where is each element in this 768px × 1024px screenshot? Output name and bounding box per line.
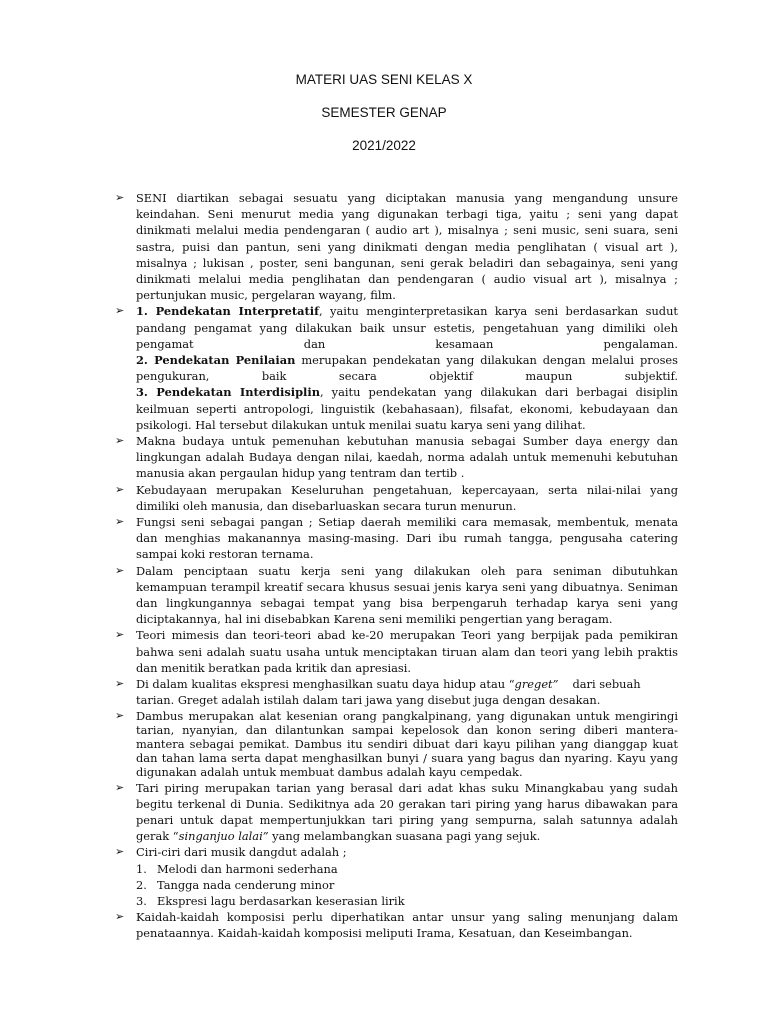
list-item-number: 2. — [136, 877, 147, 892]
list-item-text: Ekspresi lagu berdasarkan keserasian lirik — [157, 893, 405, 908]
list-item-text: Tangga nada cenderung minor — [157, 877, 335, 892]
pendekatan-interdisiplin — [136, 384, 678, 433]
bullet-text: Makna budaya untuk pemenuhan kebutuhan manusia sebagai Sumber daya energy dan lingkungan adalah Budaya dengan nilai, kaedah, norma adalah untuk memenuhi kebutuhan manusia akan pergaulan hidup yang tentram dan tertib . — [136, 434, 678, 481]
greget-text-b: dari sebuah — [572, 677, 641, 692]
bullet-list — [115, 190, 678, 942]
list-item-number: 3. — [136, 893, 147, 908]
document-title-block — [0, 72, 768, 171]
title-line-3: 2021/2022 — [352, 138, 416, 153]
bullet-item-tari-piring — [115, 780, 678, 845]
bullet-text: Teori mimesis dan teori-teori abad ke-20 merupakan Teori yang berpijak pada pemikiran bahwa seni adalah suatu usaha untuk menciptakan tiruan alam dan teori yang lebih praktis dan menitik beratkan pada kritik dan apresiasi. — [136, 628, 678, 675]
bullet-text: SENI diartikan sebagai sesuatu yang diciptakan manusia yang mengandung unsure keindahan. Seni menurut media yang digunakan terbagi tiga, yaitu ; seni yang dapat dinikmati melalui media pendengaran ( audio art ), misalnya ; seni music, seni suara, seni sastra, puisi dan pantun, seni yang dinikmati dengan media penglihatan ( visual art ), misalnya ; lukisan , poster, seni bangunan, seni gerak beladiri dan sebagainya, seni yang dinikmati melalui media penglihatan dan pendengaran ( audio visual art ), misalnya ; pertunjukan music, pergelaran wayang, film. — [136, 191, 678, 303]
title-line-2: SEMESTER GENAP — [321, 105, 447, 120]
arrowhead-bullet-icon: ➢ — [115, 708, 125, 722]
bullet-item-greget — [115, 676, 678, 708]
bullet-item-fungsi-seni — [115, 514, 678, 563]
arrowhead-bullet-icon: ➢ — [115, 515, 125, 529]
bullet-item-kaidah-komposisi — [115, 909, 678, 941]
bullet-text: Kebudayaan merupakan Keseluruhan pengetahuan, kepercayaan, serta nilai-nilai yang dimiliki oleh manusia, dan disebarluaskan secara turun menurun. — [136, 482, 678, 513]
tari-piring-text-b: yang melambangkan suasana pagi yang sejuk. — [268, 829, 541, 844]
bullet-item-penciptaan — [115, 563, 678, 628]
bullet-text: Fungsi seni sebagai pangan ; Setiap daerah memiliki cara memasak, membentuk, menata dan menghias makanannya masing-masing. Dari ibu rumah tangga, pengusaha catering sampai koki restoran ternama. — [136, 515, 678, 562]
list-item — [136, 861, 678, 877]
arrowhead-bullet-icon: ➢ — [115, 845, 125, 859]
arrowhead-bullet-icon: ➢ — [115, 434, 125, 448]
pendekatan-interdisiplin-heading: 3. Pendekatan Interdisiplin — [136, 385, 320, 400]
greget-italic: greget” — [514, 677, 559, 692]
arrowhead-bullet-icon: ➢ — [115, 677, 125, 691]
arrowhead-bullet-icon: ➢ — [115, 304, 125, 318]
arrowhead-bullet-icon: ➢ — [115, 563, 125, 577]
pendekatan-interpretatif — [136, 303, 678, 352]
list-item-number: 1. — [136, 861, 147, 876]
tari-piring-italic: singanjuo lalai” — [178, 829, 269, 844]
pendekatan-penilaian-text: merupakan pendekatan yang dilakukan dengan melalui proses pengukuran, baik secara objektif maupun subjektif. — [136, 353, 678, 384]
bullet-text: Ciri-ciri dari musik dangdut adalah ; — [136, 845, 347, 860]
arrowhead-bullet-icon: ➢ — [115, 191, 125, 204]
list-item — [136, 893, 678, 909]
arrowhead-bullet-icon: ➢ — [115, 780, 125, 794]
bullet-item-seni — [115, 190, 678, 303]
bullet-text: Dambus merupakan alat kesenian orang pangkalpinang, yang digunakan untuk mengiringi tarian, nyanyian, dan dilantunkan sampai kepelosok dan konon sering diberi mantera-mantera sebagai pemikat. Dambus itu sendiri dibuat dari kayu pilihan yang dianggap kuat dan tahan lama serta dapat menghasilkan bunyi / suara yang bagus dan nyaring. Kayu yang digunakan adalah untuk membuat dambus adalah kayu cempedak. — [136, 708, 678, 780]
bullet-item-dambus — [115, 709, 678, 780]
bullet-item-kebudayaan — [115, 482, 678, 514]
bullet-item-makna-budaya — [115, 433, 678, 482]
bullet-item-teori-mimesis — [115, 627, 678, 676]
bullet-text — [136, 780, 678, 845]
arrowhead-bullet-icon: ➢ — [115, 482, 125, 496]
bullet-text: Kaidah-kaidah komposisi perlu diperhatikan antar unsur yang saling menunjang dalam penataannya. Kaidah-kaidah komposisi meliputi Irama, Kesatuan, dan Keseimbangan. — [136, 910, 678, 941]
greget-line-2: tarian. Greget adalah istilah dalam tari jawa yang disebut juga dengan desakan. — [136, 693, 601, 708]
bullet-text: Dalam penciptaan suatu kerja seni yang dilakukan oleh para seniman dibutuhkan kemampuan terampil kreatif secara khusus sesuai jenis karya seni yang dibuatnya. Seniman dan lingkungannya sebagai tempat yang bisa berpengaruh terhadap karya seni yang diciptakannya, hal ini disebabkan Karena seni memiliki pengertian yang beragam. — [136, 563, 678, 627]
arrowhead-bullet-icon: ➢ — [115, 910, 125, 924]
pendekatan-interpretatif-text: , yaitu menginterpretasikan karya seni berdasarkan sudut pandang pengamat yang dilakukan baik unsur estetis, pengetahuan yang dimiliki oleh pengamat dan kesamaan pengalaman. — [136, 304, 678, 351]
pendekatan-penilaian — [136, 352, 678, 384]
bullet-item-pendekatan — [115, 303, 678, 433]
pendekatan-penilaian-heading: 2. Pendekatan Penilaian — [136, 353, 296, 368]
bullet-item-dangdut — [115, 844, 678, 909]
greget-line-1 — [136, 676, 678, 692]
list-item-text: Melodi dan harmoni sederhana — [157, 861, 338, 876]
dangdut-list — [136, 861, 678, 910]
tari-piring-text-a: Tari piring merupakan tarian yang berasal dari adat khas suku Minangkabau yang sudah begitu terkenal di Dunia. Sedikitnya ada 20 gerakan tari piring yang harus dibawakan para penari untuk dapat mempertunjukkan tari piring yang sempurna, salah satunnya adalah gerak “ — [136, 780, 678, 844]
list-item — [136, 877, 678, 893]
title-line-1: MATERI UAS SENI KELAS X — [295, 72, 473, 87]
arrowhead-bullet-icon: ➢ — [115, 628, 125, 642]
greget-text-a: Di dalam kualitas ekspresi menghasilkan suatu daya hidup atau “ — [136, 677, 515, 692]
pendekatan-interdisiplin-text: , yaitu pendekatan yang dilakukan dari berbagai disiplin keilmuan seperti antropologi, linguistik (kebahasaan), filsafat, ekonomi, kebudayaan dan psikologi. Hal tersebut dilakukan untuk menilai suatu karya seni yang dilihat. — [136, 385, 678, 432]
pendekatan-interpretatif-heading: 1. Pendekatan Interpretatif — [136, 304, 320, 319]
